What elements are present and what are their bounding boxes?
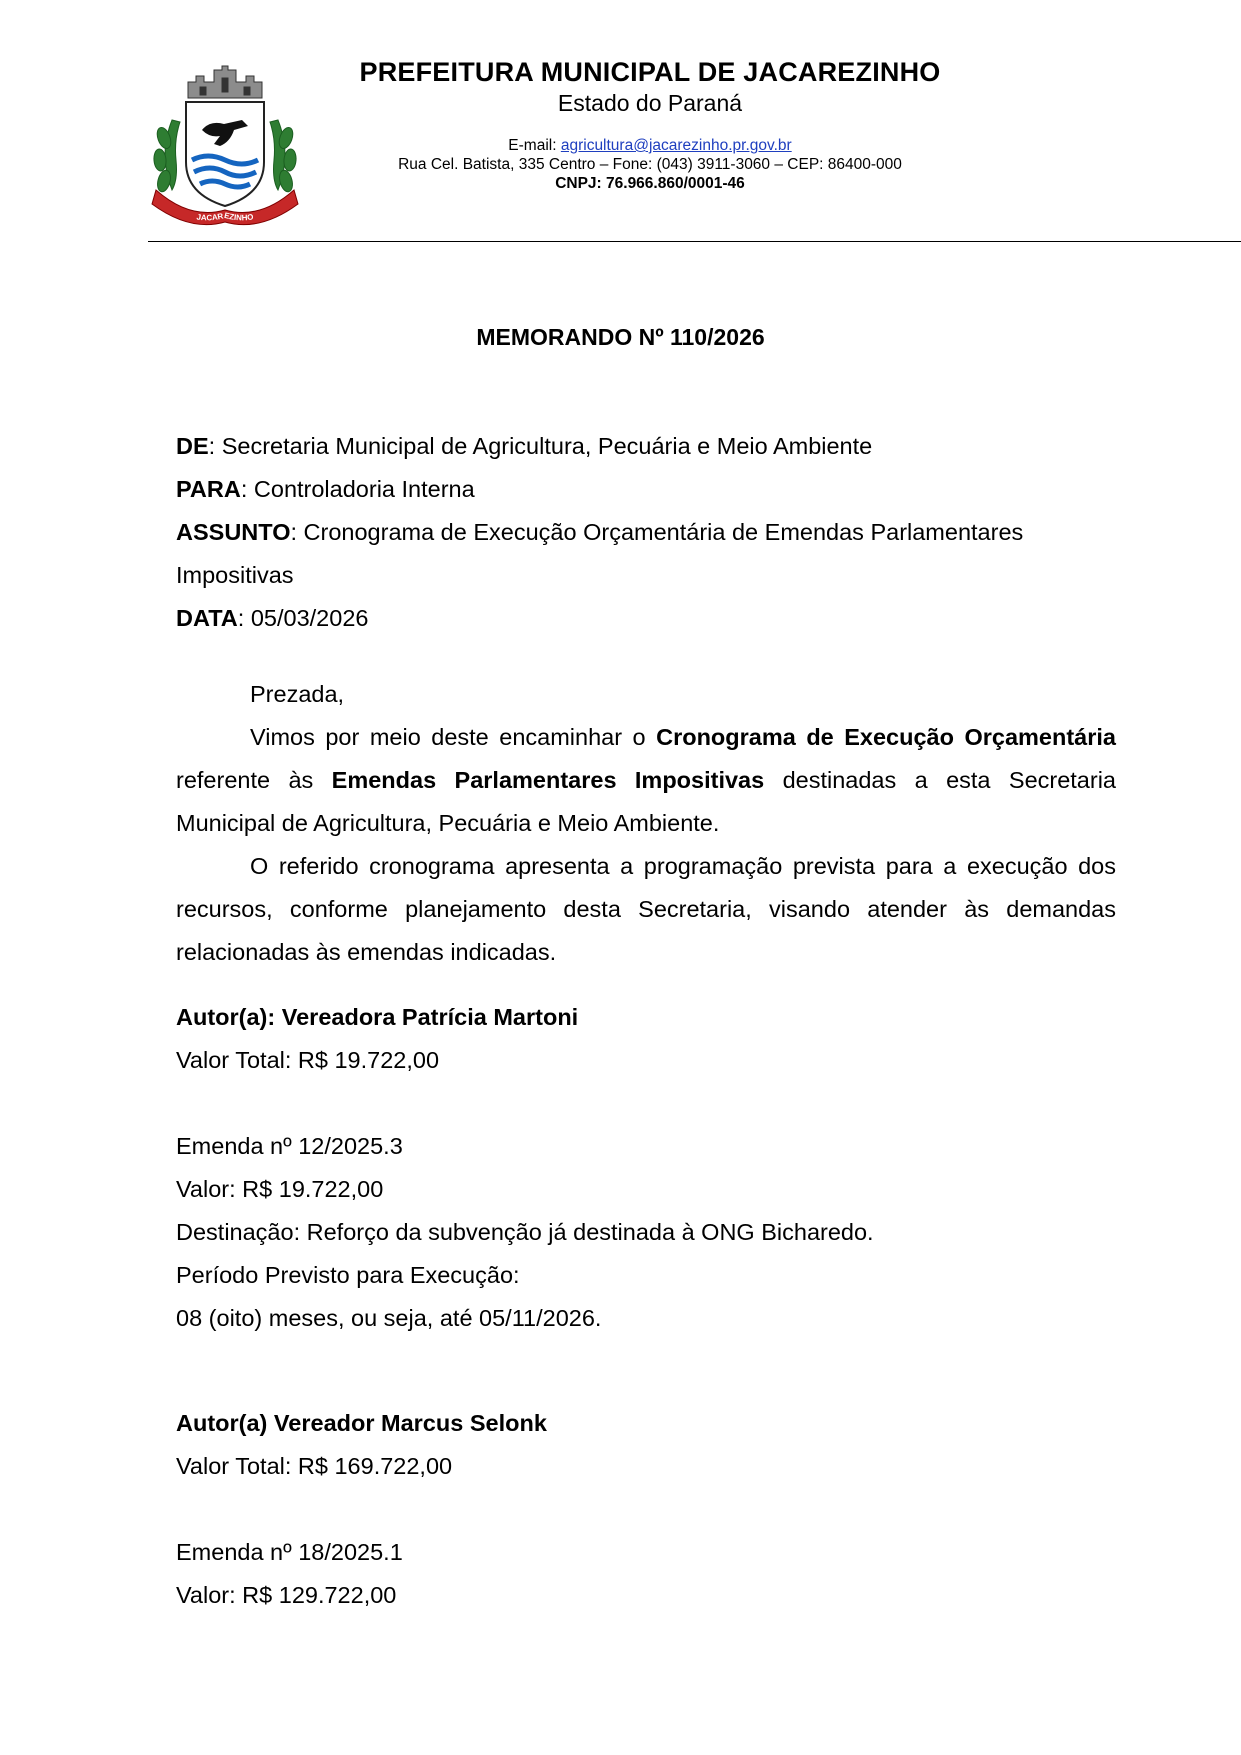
author-2-total: Valor Total: R$ 169.722,00 <box>176 1453 453 1479</box>
body-paragraph-2: O referido cronograma apresenta a programação prevista para a execução dos recursos, conforme planejamento desta Secretaria, visando atender às demandas relacionadas às emendas indicadas. <box>176 853 1116 965</box>
author-1-periodo-label: Período Previsto para Execução: <box>176 1262 520 1288</box>
author-2-valor: Valor: R$ 129.722,00 <box>176 1582 397 1608</box>
p1-text-c: referente às <box>176 767 332 793</box>
email-line <box>350 136 950 155</box>
email-label: E-mail: <box>508 137 561 154</box>
author-1-total: Valor Total: R$ 19.722,00 <box>176 1047 440 1073</box>
p1-text-e: destinadas a esta Secretaria Municipal de Agricultura, Pecuária e Meio Ambiente. <box>176 767 1116 836</box>
author-1-destinacao: Destinação: Reforço da subvenção já destinada à ONG Bicharedo. <box>176 1219 874 1245</box>
laurel-left <box>153 120 180 193</box>
author-1-periodo: 08 (oito) meses, ou seja, até 05/11/2026. <box>176 1305 602 1331</box>
assunto-line <box>176 511 1116 597</box>
email-link[interactable]: agricultura@jacarezinho.pr.gov.br <box>560 137 792 154</box>
author-1-valor: Valor: R$ 19.722,00 <box>176 1176 384 1202</box>
org-state: Estado do Paraná <box>557 90 743 116</box>
author-2-emenda: Emenda nº 18/2025.1 <box>176 1539 403 1565</box>
data-value: : 05/03/2026 <box>237 605 369 631</box>
de-line <box>176 425 1116 468</box>
author-1-heading <box>176 996 1116 1039</box>
data-line <box>176 597 1116 640</box>
header-divider <box>148 241 1241 242</box>
shield <box>186 102 264 206</box>
address-line: Rua Cel. Batista, 335 Centro – Fone: (043) 3911-3060 – CEP: 86400-000 <box>398 156 902 173</box>
para-line <box>176 468 1116 511</box>
author-1-name: Autor(a): Vereadora Patrícia Martoni <box>176 1004 579 1030</box>
p1-bold-emendas: Emendas Parlamentares Impositivas <box>331 767 765 793</box>
de-label: DE <box>176 433 209 459</box>
cnpj-line: CNPJ: 76.966.860/0001-46 <box>555 175 745 192</box>
assunto-value: : Cronograma de Execução Orçamentária de Emendas Parlamentares Impositivas <box>176 519 1024 588</box>
memo-content <box>176 425 1116 1617</box>
mural-crown <box>188 66 262 98</box>
author-2-name: Autor(a) Vereador Marcus Selonk <box>176 1410 547 1436</box>
p1-bold-cronograma: Cronograma de Execução Orçamentária <box>656 724 1116 750</box>
data-label: DATA <box>176 605 238 631</box>
assunto-label: ASSUNTO <box>176 519 291 545</box>
letterhead <box>350 56 950 193</box>
para-label: PARA <box>176 476 241 502</box>
body-paragraph-1 <box>176 716 1116 845</box>
memo-title: MEMORANDO Nº 110/2026 <box>476 324 765 350</box>
municipal-crest <box>150 60 300 228</box>
crest-banner-text: JACAREZINHO <box>196 210 254 223</box>
para-value: : Controladoria Interna <box>240 476 475 502</box>
p1-text-a: Vimos por meio deste encaminhar o <box>250 724 657 750</box>
greeting: Prezada, <box>250 681 345 707</box>
author-2-heading <box>176 1402 1116 1445</box>
org-name: PREFEITURA MUNICIPAL DE JACAREZINHO <box>359 57 941 87</box>
author-1-emenda: Emenda nº 12/2025.3 <box>176 1133 403 1159</box>
laurel-right <box>270 120 297 193</box>
de-value: : Secretaria Municipal de Agricultura, Pecuária e Meio Ambiente <box>208 433 873 459</box>
